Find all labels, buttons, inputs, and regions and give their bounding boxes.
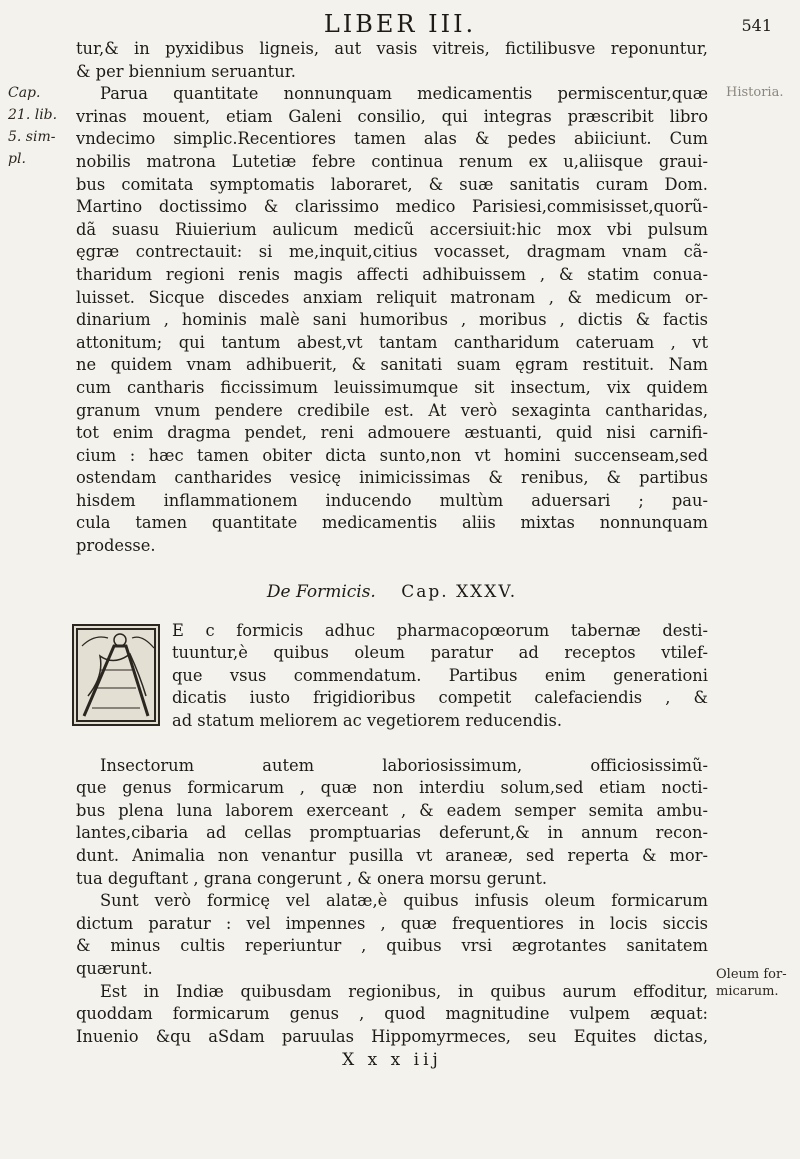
right-marginal-note-oil bbox=[716, 966, 796, 1000]
text-line: & minus cultis reperiuntur , quibus vrsi ægrotantes sanitatem bbox=[76, 936, 708, 956]
marginal-line: Cap. bbox=[8, 85, 41, 101]
page-number: 541 bbox=[741, 16, 772, 35]
text-line: bus plena luna laborem exerceant , & eadem semper semita ambu- bbox=[76, 800, 708, 820]
marginal-line: Oleum for- bbox=[716, 967, 787, 982]
decorated-initial-ornament bbox=[72, 624, 160, 726]
text-line: & per biennium seruantur. bbox=[76, 61, 296, 81]
chapter-number: Cap. XXXV. bbox=[401, 581, 518, 602]
text-line: cium : hæc tamen obiter dicta sunto,non vt homini succenseam,sed bbox=[76, 445, 708, 465]
text-line: ęgræ contrectauit: si me,inquit,citius vocasset, dragmam vnam cã- bbox=[76, 242, 708, 262]
text-line: vrinas mouent, etiam Galeni consilio, qui integras præscribit libro bbox=[76, 106, 708, 126]
text-line: dicatis iusto frigidioribus competit calefaciendis , & bbox=[172, 688, 708, 708]
right-marginal-note-history: Historia. bbox=[726, 85, 784, 100]
text-line: Martino doctissimo & clarissimo medico Parisiesi,commisisset,quorũ- bbox=[76, 197, 708, 217]
text-line: cum cantharis ficcissimum leuissimumque sit insectum, vix quidem bbox=[76, 377, 708, 397]
text-line: granum vnum pendere credibile est. At verò sexaginta cantharidas, bbox=[76, 400, 708, 420]
text-line: quærunt. bbox=[76, 959, 153, 978]
text-line: dinarium , hominis malè sani humoribus , moribus , dictis & factis bbox=[76, 310, 708, 330]
text-line: dunt. Animalia non venantur pusilla vt araneæ, sed reperta & mor- bbox=[76, 846, 708, 866]
chapter-title: De Formicis. bbox=[266, 581, 376, 602]
initial-paragraph bbox=[172, 620, 708, 733]
text-line: ad statum meliorem ac vegetiorem reducendis. bbox=[172, 711, 563, 731]
chapter-opening bbox=[76, 620, 708, 755]
left-marginal-note bbox=[8, 82, 72, 170]
text-line: Sunt verò formicę vel alatæ,è quibus infusis oleum formicarum bbox=[100, 891, 708, 911]
text-line: ostendam cantharides vesicę inimicissimas & renibus, & partibus bbox=[76, 468, 708, 488]
marginal-line: 21. lib. bbox=[8, 107, 58, 123]
running-head: LIBER III. bbox=[323, 10, 477, 38]
text-line: que genus formicarum , quæ non interdiu solum,sed etiam nocti- bbox=[76, 778, 708, 798]
text-line: dã suasu Riuierium aulicum medicũ accersiuit:hic mox vbi pulsum bbox=[76, 219, 708, 239]
text-line: tur,& in pyxidibus ligneis, aut vasis vitreis, fictilibusve reponuntur, bbox=[76, 39, 708, 58]
text-line: tuuntur,è quibus oleum paratur ad receptos vtilef- bbox=[172, 643, 708, 663]
text-line: vndecimo simplic.Recentiores tamen alas & pedes abiiciunt. Cum bbox=[76, 129, 708, 149]
ornament-graphic bbox=[74, 626, 158, 724]
text-line: cula tamen quantitate medicamentis aliis mixtas nonnunquam bbox=[76, 513, 708, 533]
text-line: Insectorum autem laboriosissimum, officiosissimũ- bbox=[100, 755, 708, 775]
chapter-heading bbox=[76, 582, 708, 602]
marginal-line: pl. bbox=[8, 151, 26, 167]
text-line: prodesse. bbox=[76, 536, 156, 556]
text-line: quoddam formicarum genus , quod magnitudine vulpem æquat: bbox=[76, 1004, 708, 1024]
text-line: lantes,cibaria ad cellas promptuarias deferunt,& in annum recon- bbox=[76, 823, 708, 843]
paragraph-bottom bbox=[76, 755, 708, 1049]
signature-mark: X x x iij bbox=[342, 1050, 442, 1071]
text-body bbox=[76, 38, 708, 1070]
text-line: Inuenio &qu aSdam paruulas Hippomyrmeces, seu Equites dictas, bbox=[76, 1026, 708, 1046]
text-line: ne quidem vnam adhibuerit, & sanitati suam ęgram restituit. Nam bbox=[76, 355, 708, 375]
text-line: Parua quantitate nonnunquam medicamentis permiscentur,quæ bbox=[100, 84, 708, 104]
page-header bbox=[0, 10, 800, 40]
paragraph-top bbox=[76, 38, 708, 558]
text-line: tharidum regioni renis magis affecti adhibuissem , & statim conua- bbox=[76, 264, 708, 284]
marginal-line: 5. sim- bbox=[8, 129, 56, 145]
text-line: tua deguftant , grana congerunt , & onera morsu gerunt. bbox=[76, 868, 548, 888]
text-line: E c formicis adhuc pharmacopœorum tabernæ desti- bbox=[172, 620, 708, 640]
text-line: Est in Indiæ quibusdam regionibus, in quibus aurum effoditur, bbox=[100, 981, 708, 1001]
text-line: nobilis matrona Lutetiæ febre continua renum ex u,aliisque graui- bbox=[76, 151, 708, 171]
text-line: dictum paratur : vel impennes , quæ frequentiores in locis siccis bbox=[76, 913, 708, 933]
text-line: luisset. Sicque discedes anxiam reliquit matronam , & medicum or- bbox=[76, 287, 708, 307]
marginal-line: micarum. bbox=[716, 984, 779, 999]
text-line: tot enim dragma pendet, reni admouere æstuanti, quid nisi carnifi- bbox=[76, 423, 708, 443]
text-line: bus comitata symptomatis laboraret, & suæ sanitatis curam Dom. bbox=[76, 174, 708, 194]
text-line: que vsus commendatum. Partibus enim generationi bbox=[172, 665, 708, 685]
text-line: attonitum; qui tantum abest,vt tantam cantharidum cateruam , vt bbox=[76, 332, 708, 352]
text-line: hisdem inflammationem inducendo multùm aduersari ; pau- bbox=[76, 490, 708, 510]
